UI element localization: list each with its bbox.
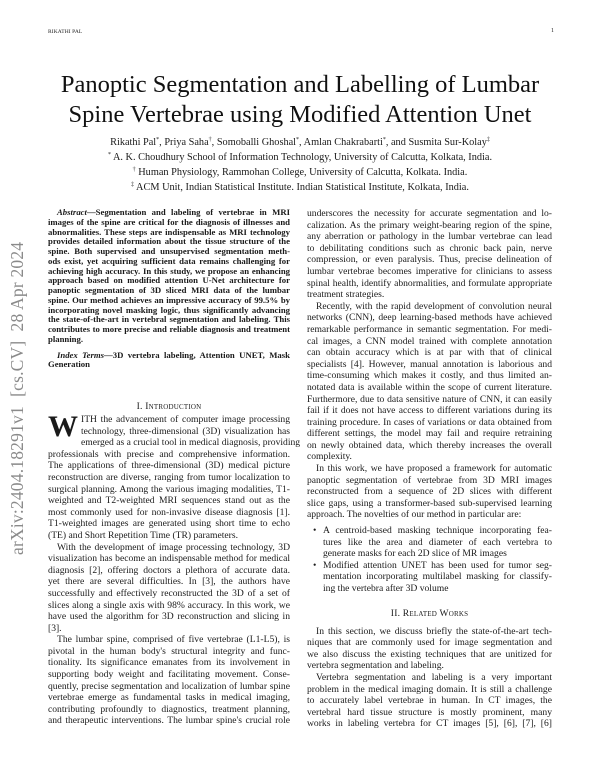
affiliation-mark: ‡ — [131, 182, 135, 188]
list-item — [307, 525, 552, 560]
text-line: have used the algorithm for 3D reconstruction and slicing in — [48, 611, 290, 623]
author-separator: , — [299, 137, 304, 148]
text-line: underscores the necessity for accurate segmentation and lo- — [307, 208, 552, 219]
text-line: to accurately label vertebrae in human. In CT images, the — [307, 695, 552, 707]
text-line: technology, three-dimensional (3D) visualization has — [81, 425, 290, 437]
text-line: problem in the medical imaging domain. It is still a challenge — [307, 683, 552, 695]
bullet-icon: • — [313, 525, 317, 537]
text-line: fail if it does not have access to different variations during its — [307, 405, 552, 417]
text-line: (TE) and Short Repetition Time (TR) parameters. — [48, 529, 238, 541]
affiliation — [0, 149, 600, 164]
novelty-list — [307, 525, 552, 595]
author-separator: , and — [385, 137, 409, 148]
paragraph — [307, 463, 552, 521]
author-name: Amlan Chakrabarti — [303, 137, 383, 148]
text-line: time-consuming which makes it costly, and thus limited an- — [307, 370, 552, 382]
text-line: notated data is available within the scope of current literature. — [307, 381, 552, 393]
abstract-line: incorporating novel masking logic, thus significantly advancing — [48, 304, 290, 315]
text-line: Furthermore, due to data sensitive nature of CNN, it can easily — [307, 393, 552, 405]
text-line: quently, precise segmentation and localization of lumbar spine — [48, 680, 290, 692]
text-line: mentation incorporating multilabel masking for classify- — [323, 571, 552, 583]
text-line: vertebral hard tissue structure is mostly prominent, many — [307, 706, 552, 718]
abstract-line: provides detailed information about the tissue structure of the — [48, 236, 290, 247]
author-affiliation-mark: * — [382, 137, 386, 143]
text-line: calization. As the primary weight-bearing region of the spine, — [307, 219, 552, 231]
list-item — [307, 560, 552, 595]
author-list — [0, 134, 600, 149]
affiliation-text: A. K. Choudhury School of Information Technology, University of Calcutta, Kolkata, India. — [110, 152, 493, 163]
page-number: 1 — [551, 28, 554, 34]
affiliation — [0, 164, 600, 179]
text-line: ITH the advancement of computer image processing — [81, 414, 290, 425]
author-name: Somoballi Ghoshal — [216, 137, 297, 148]
paragraph — [307, 672, 552, 730]
text-line: treatment strategies. — [307, 289, 385, 301]
title-line: Panoptic Segmentation and Labelling of Lumbar — [60, 71, 540, 98]
author-affiliation-mark: † — [208, 137, 212, 143]
text-line: slices along a single axis with 98% accuracy. In this work, we — [48, 599, 290, 611]
text-line: ing the vertebra after 3D volume — [323, 583, 449, 594]
text-line: networks (CNN), deep learning-based methods have achieved — [307, 312, 552, 324]
paragraph — [48, 542, 290, 635]
text-line: supporting body weight and facilitating movement. Conse- — [48, 669, 290, 681]
abstract-line: planning. — [48, 333, 84, 344]
paragraph — [48, 634, 290, 727]
left-column — [48, 207, 301, 727]
index-terms — [48, 351, 290, 371]
bullet-icon: • — [313, 559, 317, 571]
text-line: In this work, we have proposed a framework for automatic — [316, 463, 552, 475]
paragraph — [307, 208, 552, 301]
text-line: Modified attention UNET has been used for tumor seg- — [323, 559, 552, 571]
abstract-label: Abstract — [57, 207, 87, 217]
abstract-line: panoptic segmentation of 3D sliced MRI data of the lumbar — [48, 285, 290, 295]
text-line: specialists [4]. However, manual annotation is laborious and — [307, 358, 552, 370]
paper-title — [0, 70, 600, 130]
abstract-line: ods exist, yet acquiring sufficient data remains challenging for — [48, 255, 290, 266]
text-line: successfully and effectively reconstructed the 3D of a set of — [48, 587, 290, 599]
section-heading-related-works: II. Related Works — [390, 607, 469, 619]
affiliation — [0, 179, 600, 194]
text-line: vertebrae emerge as fundamental tasks in medical imaging, — [48, 692, 290, 704]
text-line: training procedure. In cases of variations or data obtained from — [307, 416, 552, 428]
text-line: contributing profoundly to diagnostics, treatment planning, — [48, 703, 290, 715]
affiliation-text: ACM Unit, Indian Statistical Institute. Indian Statistical Institute, Kolkata, India. — [134, 182, 469, 193]
text-line: In this section, we discuss briefly the state-of-the-art tech- — [316, 625, 552, 637]
text-line: surgical planning. Among the various imaging modalities, T1- — [48, 483, 290, 495]
abstract-line: achieving high accuracy. In this study, we propose an enhancing — [48, 265, 290, 276]
text-line: The lumbar spine, comprised of five vertebrae (L1-L5), is — [57, 634, 290, 646]
author-affiliation-mark: ‡ — [486, 137, 490, 143]
text-line: visualization has become an indispensable method for medical — [48, 553, 290, 565]
text-line: we also discuss the existing techniques that are unitized for — [307, 648, 552, 660]
text-line: vertebra segmentation and labeling. — [307, 660, 444, 672]
section-heading-introduction: I. Introduction — [136, 401, 202, 412]
text-line: Vertebra segmentation and labeling is a very important — [316, 671, 552, 683]
abstract-line: spine. Our method achieves an impressive accuracy of 99.5% by — [48, 294, 290, 305]
abstract-line: contributes to more precise and reliable diagnosis and treatment — [48, 324, 290, 334]
author-name: Rikathi Pal — [110, 137, 157, 148]
text-line: professionals with precise and comprehensive information. — [48, 448, 290, 460]
text-line: T1-weighted images are generated using short time to echo — [48, 518, 290, 530]
right-column — [307, 208, 552, 730]
text-line: on newly obtained data, which thereby increases the overall — [307, 439, 552, 451]
author-separator: , — [211, 137, 217, 148]
text-line: remarkable performance in semantic segmentation. For medi- — [307, 323, 552, 335]
text-line: reconstructed from a sequence of 2D slices with different — [307, 486, 552, 498]
abstract-line: abnormalities. These steps are indispensable as MRI technology — [48, 226, 290, 237]
text-line: cal images, a CNN model trained with complete annotation — [307, 335, 552, 347]
text-line: slice gaps, using a transformer-based sub-supervised learning — [307, 497, 552, 509]
paragraph — [48, 410, 301, 542]
affiliation-text: Human Physiology, Rammohan College, University of Calcutta, Kolkata. India. — [135, 167, 468, 178]
text-line: panoptic segmentation of vertebrae from 3D MRI images — [307, 474, 552, 486]
author-affiliation-mark: * — [156, 137, 160, 143]
text-line: diagnosis [2], offering doctors a plethora of accurate data. — [48, 564, 290, 576]
text-line: weighted and T2-weighted MRI sequences stand out as the — [48, 495, 290, 507]
text-line: emerged as a crucial tool in medical diagnosis, providing — [81, 437, 301, 449]
drop-cap: W — [48, 410, 78, 443]
text-line: Recently, with the rapid development of convolution neural — [316, 300, 552, 312]
abstract-line: approach based on modified attention U-Net architecture for — [48, 275, 290, 286]
text-line: lumbar vertebrae becomes imperative for clinicians to assess — [307, 265, 552, 277]
text-line: and therapeutic interventions. The lumbar spine's crucial role — [48, 715, 290, 727]
paragraph — [307, 301, 552, 463]
text-line: With the development of image processing technology, 3D — [57, 541, 290, 553]
running-head: RIKATHI PAL — [48, 29, 83, 35]
affiliation-list — [0, 149, 600, 194]
author-affiliation-mark: * — [296, 137, 300, 143]
text-line: pivotal in the human body's structural integrity and func- — [48, 645, 290, 657]
index-terms-line: Generation — [48, 359, 90, 370]
index-terms-text: —3D vertebra labeling, Attention UNET, Mask — [104, 349, 290, 360]
text-line: tures like the area and diameter of each vertebra to — [323, 536, 552, 548]
arxiv-identifier-stamp: arXiv:2404.18291v1 [cs.CV] 28 Apr 2024 — [7, 241, 27, 555]
author-name: Susmita Sur-Kolay — [408, 137, 487, 148]
text-line: different settings, the model may fail and require retraining — [307, 428, 552, 440]
text-line: most commonly used for non-invasive disease diagnosis [1]. — [48, 506, 290, 518]
abstract-line: images of the spine are critical for the diagnosis of illnesses and — [48, 216, 290, 227]
text-line: niques that are commonly used for image segmentation and — [307, 637, 552, 649]
author-separator: , — [159, 137, 165, 148]
abstract — [48, 208, 290, 370]
text-line: [3]. — [48, 622, 62, 634]
affiliation-mark: * — [107, 152, 111, 158]
text-line: reconstruction are diverse, ranging from tumor localization to — [48, 471, 290, 483]
title-line: Spine Vertebrae using Modified Attention Unet — [68, 101, 532, 128]
text-line: spinal health, identify abnormalities, and formulate appropriate — [307, 277, 552, 289]
abstract-line: the state-of-the-art in vertebral segmentation and labeling. This — [48, 314, 290, 325]
abstract-line: spine. Both supervised and unsupervised segmentation meth- — [48, 246, 290, 256]
abstract-text: —Segmentation and labeling of vertebrae in MRI — [86, 207, 290, 217]
author-block — [0, 134, 600, 194]
text-line: yet there are several difficulties. In [3], the authors have — [48, 576, 290, 588]
author-name: Priya Saha — [164, 137, 209, 148]
index-terms-label: Index Terms — [57, 349, 105, 360]
text-line: can obtain accuracy which is at par with that of clinical — [307, 347, 552, 359]
text-line: The applications of three-dimensional (3D) medical picture — [48, 460, 290, 472]
text-line: generate masks for each 2D slice of MR images — [323, 548, 507, 560]
text-line: any aberration or pathology in the lumbar vertebrae can lead — [307, 231, 552, 243]
affiliation-mark: † — [132, 167, 136, 173]
text-line: complexity. — [307, 451, 352, 463]
text-line: works in labeling vertebra for CT images [5], [6], [7], [6] — [307, 718, 552, 730]
text-line: tionality. Its significance emanates from its involvement in — [48, 657, 290, 669]
text-line: to debilitating conditions such as chronic back pain, nerve — [307, 242, 552, 254]
text-line: approach. The novelties of our method in particular are: — [307, 509, 522, 521]
text-line: compression, or even paralysis. Thus, precise delineation of — [307, 254, 552, 266]
paragraph — [307, 626, 552, 672]
text-line: A centroid-based masking technique incorporating fea- — [323, 525, 552, 537]
